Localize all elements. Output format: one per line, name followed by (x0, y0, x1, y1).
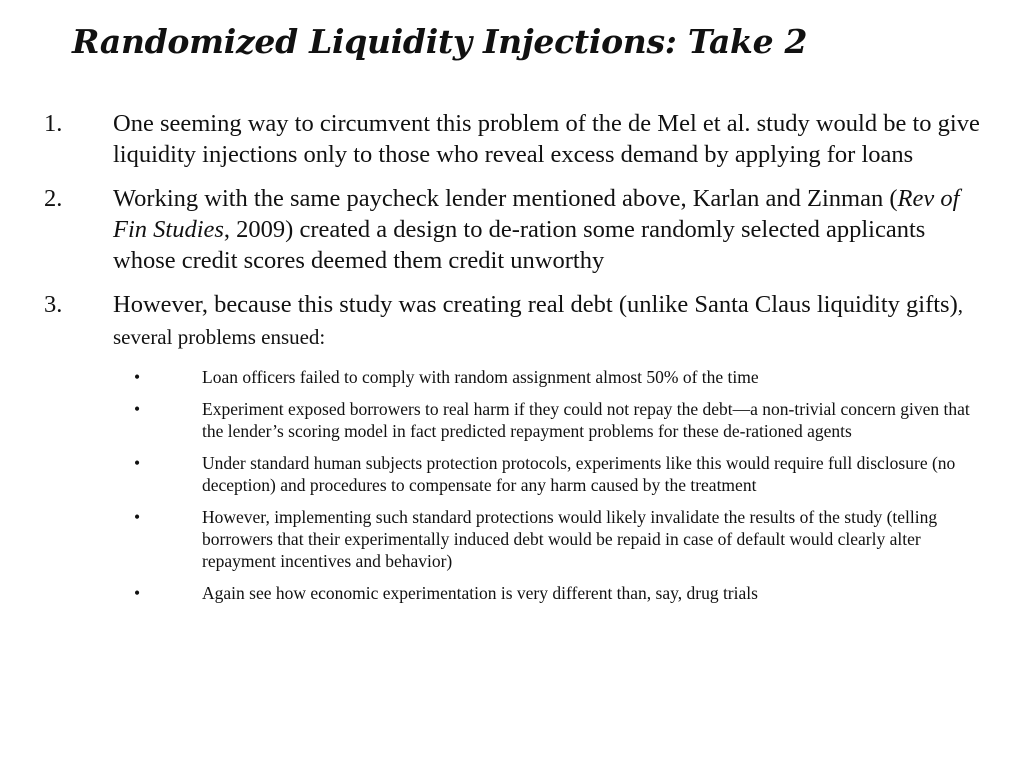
bullet-item (134, 582, 994, 604)
item-number: 1. (44, 110, 63, 137)
item-number: 2. (44, 185, 63, 212)
bullet-icon: • (134, 583, 141, 603)
numbered-list (44, 108, 994, 614)
item-text: One seeming way to circumvent this problem of the de Mel et al. study would be to give liquidity injections only to those who reveal excess demand by applying for loans (113, 110, 980, 168)
bullet-icon: • (134, 367, 141, 387)
bullet-item (134, 366, 994, 388)
bullet-icon: • (134, 399, 141, 419)
list-item (44, 289, 994, 353)
bullet-text: Again see how economic experimentation is very different than, say, drug trials (202, 583, 758, 603)
bullet-icon: • (134, 507, 141, 527)
bullet-item (134, 506, 994, 572)
bullet-text: However, implementing such standard protections would likely invalidate the results of the study (telling borrowers that their experimentally induced debt would be repaid in case of default would clearly alter repayment incentives and behavior) (202, 507, 938, 571)
bullet-item (134, 398, 994, 442)
item-text-part: , several problems ensued: (113, 293, 963, 349)
item-text-part: Working with the same paycheck lender mentioned above, Karlan and Zinman ( (113, 185, 898, 212)
item-text (113, 289, 988, 353)
item-number: 3. (44, 291, 63, 318)
list-item (44, 183, 994, 276)
bullet-text: Under standard human subjects protection protocols, experiments like this would require full disclosure (no deception) and procedures to compensate for any harm caused by the treatment (202, 453, 956, 495)
item-text (113, 183, 988, 276)
journal-name: Rev of Fin Studies (113, 185, 960, 243)
bullet-list (134, 366, 994, 604)
list-item (44, 108, 994, 170)
item-text-part: However, because this study was creating real debt (unlike Santa Claus liquidity gifts) (113, 291, 958, 318)
bullet-icon: • (134, 453, 141, 473)
bullet-text: Loan officers failed to comply with random assignment almost 50% of the time (202, 367, 759, 387)
slide-title: Randomized Liquidity Injections: Take 2 (72, 22, 808, 61)
bullet-text: Experiment exposed borrowers to real harm if they could not repay the debt—a non-trivial concern given that the lender’s scoring model in fact predicted repayment problems for these de-rationed agents (202, 399, 970, 441)
bullet-item (134, 452, 994, 496)
item-text-part: , 2009) created a design to de-ration some randomly selected applicants whose credit scores deemed them credit unworthy (113, 216, 926, 274)
